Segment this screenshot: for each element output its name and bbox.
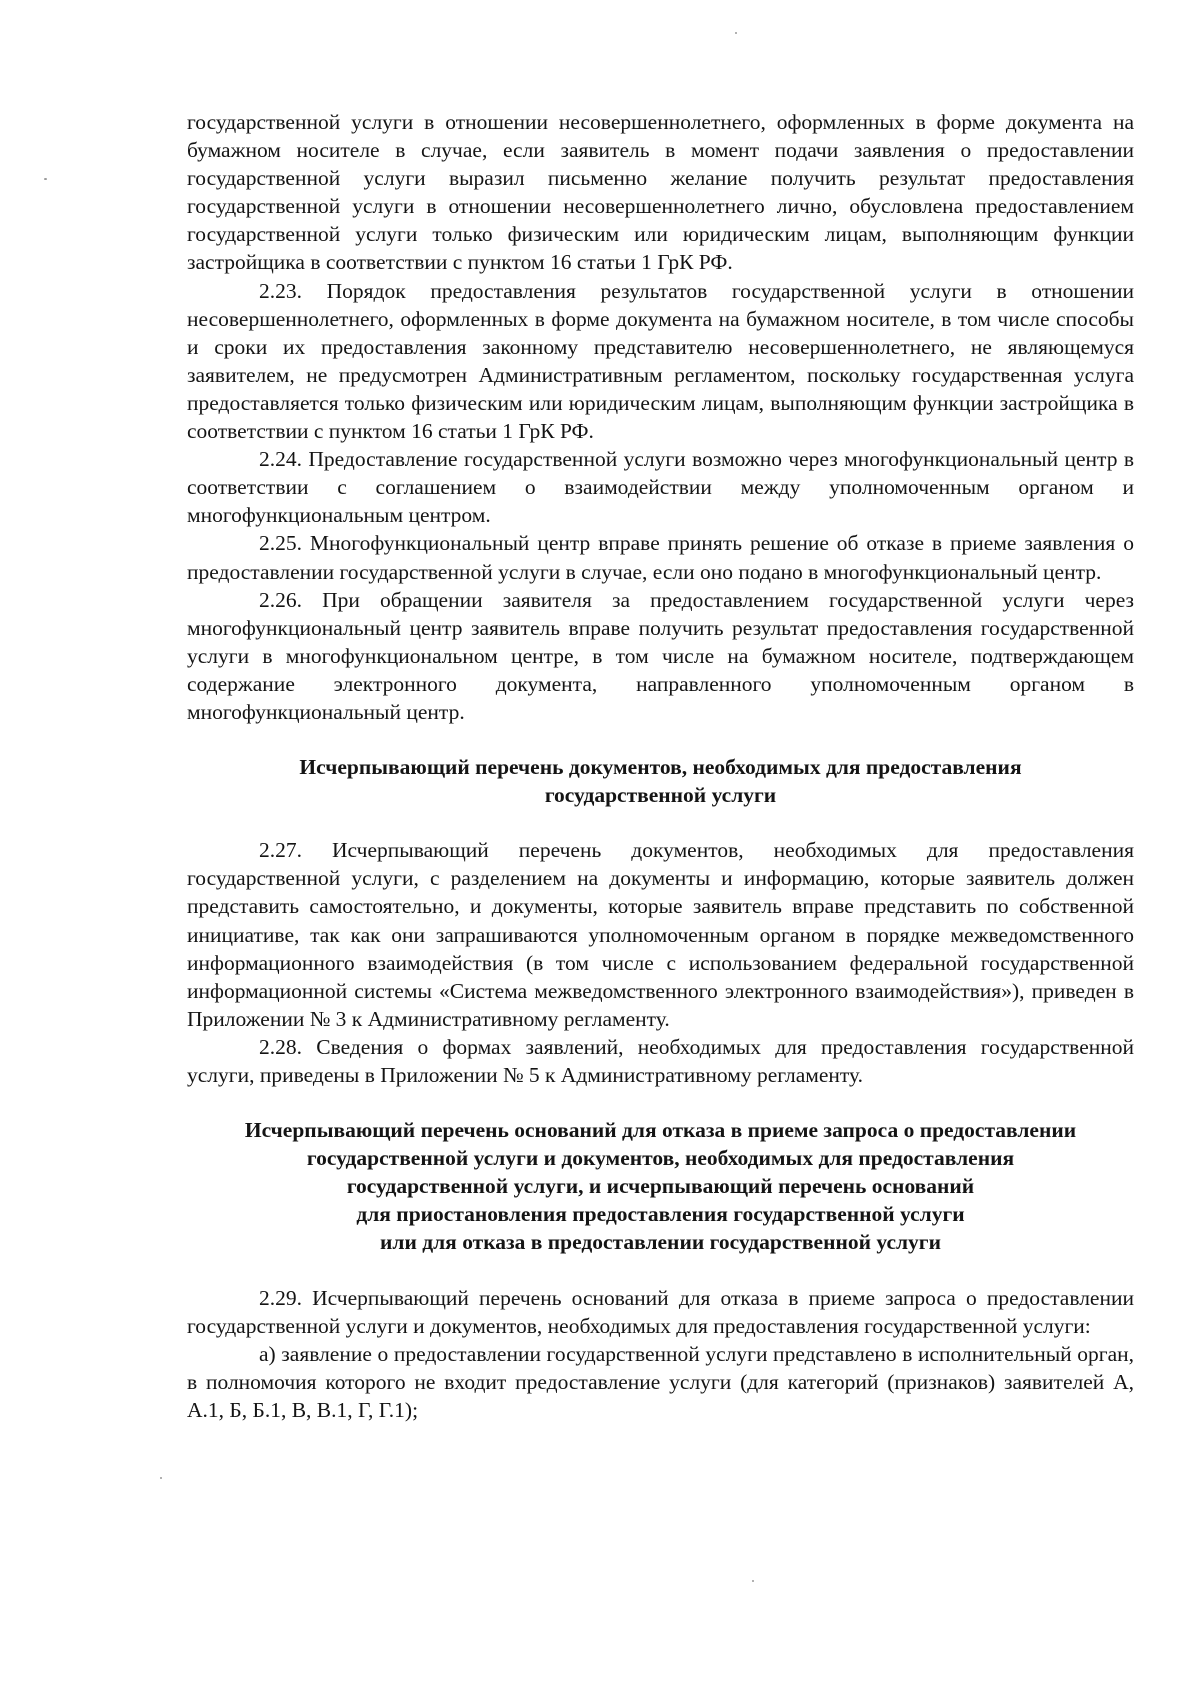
paragraph-2-24: 2.24. Предоставление государственной услуги возможно через многофункциональный центр в соответствии с соглашением о взаимодействии между уполномоченным органом и многофункциональным центром.: [187, 447, 1134, 528]
heading-line: Исчерпывающий перечень документов, необходимых для предоставления: [299, 755, 1022, 780]
heading-line: для приостановления предоставления государственной услуги: [356, 1202, 965, 1227]
document-body: [187, 108, 1134, 1424]
scan-speck: [752, 1580, 754, 1582]
scan-speck: [160, 1477, 162, 1479]
heading-line: государственной услуги, и исчерпывающий перечень оснований: [346, 1174, 975, 1199]
paragraph-2-23: 2.23. Порядок предоставления результатов государственной услуги в отношении несовершеннолетнего, оформленных в форме документа на бумажном носителе, в том числе способы и сроки их предоставления законному представителю несовершеннолетнего, не являющемуся заявителем, не предусмотрен Административным регламентом, поскольку государственная услуга предоставляется только физическим или юридическим лицам, выполняющим функции застройщика в соответствии с пунктом 16 статьи 1 ГрК РФ.: [187, 278, 1134, 444]
paragraph-continuation: государственной услуги в отношении несовершеннолетнего, оформленных в форме документа на бумажном носителе в случае, если заявитель в момент подачи заявления о предоставлении государственной услуги выразил письменно желание получить результат предоставления государственной услуги в отношении несовершеннолетнего лично, обусловлена предоставлением государственной услуги только физическим или юридическим лицам, выполняющим функции застройщика в соответствии с пунктом 16 статьи 1 ГрК РФ.: [187, 110, 1134, 275]
scan-speck: [735, 32, 737, 34]
paragraph-2-29: 2.29. Исчерпывающий перечень оснований для отказа в приеме запроса о предоставлении государственной услуги и документов, необходимых для предоставления государственной услуги:: [187, 1285, 1134, 1338]
paragraph-2-25: 2.25. Многофункциональный центр вправе принять решение об отказе в приеме заявления о предоставлении государственной услуги в случае, если оно подано в многофункциональный центр.: [187, 531, 1134, 584]
paragraph-2-28: 2.28. Сведения о формах заявлений, необходимых для предоставления государственной услуги, приведены в Приложении № 5 к Административному регламенту.: [187, 1034, 1134, 1087]
scan-speck: [44, 178, 47, 180]
list-item-a: а) заявление о предоставлении государственной услуги представлено в исполнительный орган, в полномочия которого не входит предоставление услуги (для категорий (признаков) заявителей А, А.1, Б, Б.1, В, В.1, Г, Г.1);: [187, 1341, 1134, 1422]
heading-line: государственной услуги и документов, необходимых для предоставления: [306, 1146, 1015, 1171]
paragraph-2-26: 2.26. При обращении заявителя за предоставлением государственной услуги через многофункциональный центр заявитель вправе получить результат предоставления государственной услуги в многофункциональном центре, в том числе на бумажном носителе, подтверждающем содержание электронного документа, направленного уполномоченным органом в многофункциональный центр.: [187, 587, 1134, 724]
heading-line: государственной услуги: [544, 783, 777, 808]
paragraph-2-27: 2.27. Исчерпывающий перечень документов, необходимых для предоставления государственной услуги, с разделением на документы и информацию, которые заявитель должен представить самостоятельно, и документы, которые заявитель вправе представить по собственной инициативе, так как они запрашиваются уполномоченным органом в порядке межведомственного информационного взаимодействия (в том числе с использованием федеральной государственной информационной системы «Система межведомственного электронного взаимодействия»), приведен в Приложении № 3 к Административному регламенту.: [187, 838, 1134, 1031]
section-heading-documents: [187, 753, 1134, 809]
section-heading-grounds: [187, 1116, 1134, 1256]
heading-line: Исчерпывающий перечень оснований для отказа в приеме запроса о предоставлении: [244, 1118, 1077, 1143]
heading-line: или для отказа в предоставлении государственной услуги: [380, 1230, 941, 1255]
